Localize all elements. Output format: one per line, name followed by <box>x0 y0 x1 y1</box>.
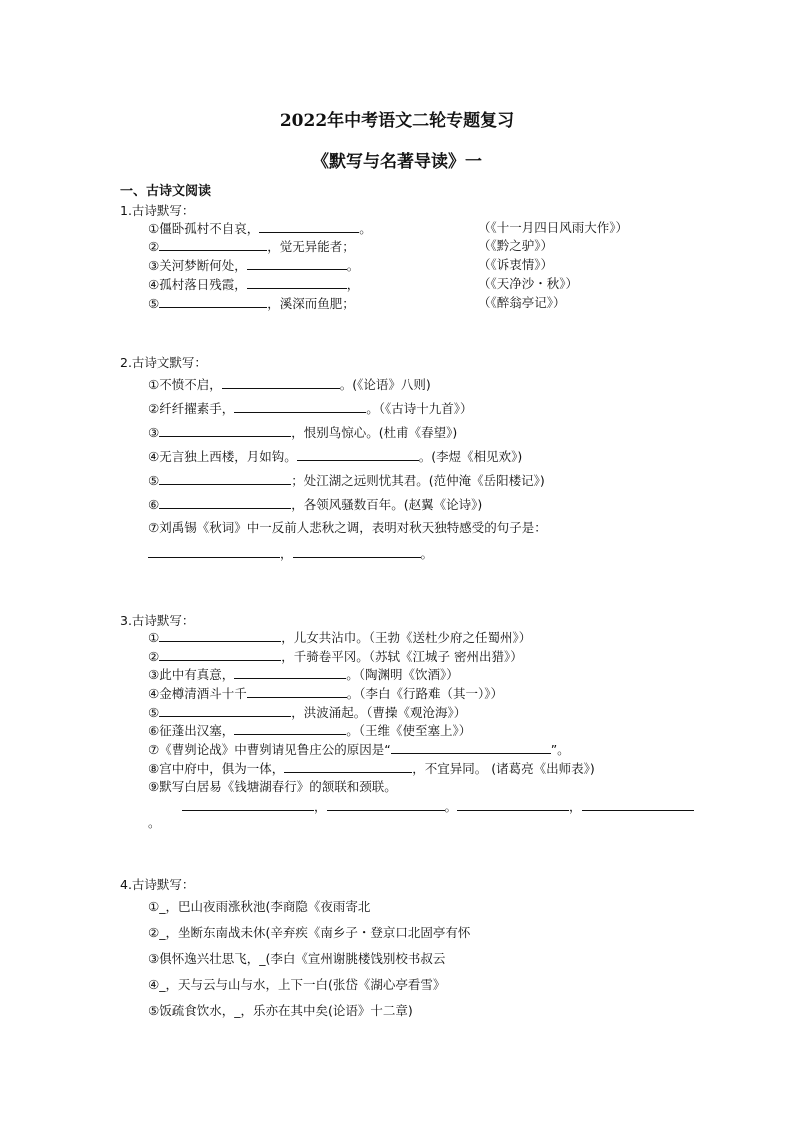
item-text: 。（陶渊明《饮酒》） <box>346 667 459 682</box>
item-text: ⑤ <box>148 473 160 488</box>
item-text: ， <box>314 799 327 814</box>
item-text: ，洪波涌起。（曹操《观沧海》） <box>291 705 467 720</box>
answer-blank[interactable] <box>182 798 314 811</box>
item-text: ，千骑卷平冈。（苏轼《江城子 密州出猎》） <box>281 649 523 664</box>
question-3-item-7 <box>148 741 570 758</box>
question-4-item-3: ③俱怀逸兴壮思飞，_(李白《宣州谢朓楼饯别校书叔云 <box>148 951 446 966</box>
question-2-item-5 <box>148 472 545 489</box>
answer-blank[interactable] <box>159 496 291 509</box>
question-1-source-4: （《天净沙・秋》） <box>478 276 579 291</box>
item-text: ，各领风骚数百年。(赵翼《论诗》) <box>291 497 483 512</box>
item-text: ， <box>280 546 293 561</box>
item-text: ③ <box>148 425 160 440</box>
question-3-item-1 <box>148 629 531 646</box>
item-text: ① <box>148 630 160 645</box>
answer-blank[interactable] <box>222 376 340 389</box>
item-text: ⑧宫中府中，俱为一体， <box>148 761 285 776</box>
item-text: 。（王维《使至塞上》） <box>346 723 472 738</box>
item-text: 。（《古诗十九首》） <box>366 401 473 416</box>
answer-blank[interactable] <box>159 472 291 485</box>
item-text: ， <box>346 277 360 292</box>
question-4-item-1: ①_，巴山夜雨涨秋池(李商隐《夜雨寄北 <box>148 899 371 914</box>
question-3-item-3 <box>148 666 459 683</box>
question-2-heading: 2.古诗文默写： <box>120 355 207 370</box>
item-text: ，觉无异能者； <box>267 239 355 254</box>
question-4-item-5: ⑤饭疏食饮水，_，乐亦在其中矣(论语》十二章) <box>148 1003 413 1018</box>
answer-blank[interactable] <box>234 400 366 413</box>
answer-blank[interactable] <box>234 666 346 679</box>
answer-blank[interactable] <box>159 295 267 308</box>
item-text: ；处江湖之远则忧其君。(范仲淹《岳阳楼记》) <box>291 473 545 488</box>
item-text: ①不愤不启， <box>148 377 222 392</box>
item-text: ⑦《曹刿论战》中曹刿请见鲁庄公的原因是“ <box>148 742 391 757</box>
question-3-item-9: ⑨默写白居易《钱塘湖春行》的颔联和颈联。 <box>148 779 397 794</box>
item-text: ② <box>148 239 160 254</box>
item-text: ③关河梦断何处， <box>148 258 247 273</box>
item-text: ④孤村落日残霞， <box>148 277 247 292</box>
item-text: ② <box>148 649 160 664</box>
answer-blank[interactable] <box>293 545 421 558</box>
question-2-item-4 <box>148 448 522 465</box>
answer-blank[interactable] <box>159 238 267 251</box>
answer-blank[interactable] <box>159 648 281 661</box>
question-1-item-4 <box>148 276 359 293</box>
question-3-item-9-answer <box>182 798 694 815</box>
question-4-item-2: ②_，坐断东南战未休(辛弃疾《南乡子・登京口北固亭有怀 <box>148 925 471 940</box>
question-2-item-7: ⑦刘禹锡《秋词》中一反前人悲秋之调，表明对秋天独特感受的句子是： <box>148 520 547 535</box>
answer-blank[interactable] <box>259 220 359 233</box>
item-text: 。(《论语》八则) <box>339 377 431 392</box>
answer-blank[interactable] <box>159 424 291 437</box>
question-2-item-3 <box>148 424 457 441</box>
item-text: 。（李白《行路难（其一）》） <box>346 686 503 701</box>
section-heading: 一、古诗文阅读 <box>120 184 212 199</box>
item-text: ②纤纤擢素手， <box>148 401 235 416</box>
answer-blank[interactable] <box>457 798 569 811</box>
question-3-heading: 3.古诗默写： <box>120 613 195 628</box>
answer-blank[interactable] <box>284 760 412 773</box>
question-1-item-3 <box>148 257 359 274</box>
answer-blank[interactable] <box>582 798 694 811</box>
page-title: 2022年中考语文二轮专题复习 <box>279 111 515 131</box>
question-1-item-1 <box>148 220 372 237</box>
item-text: ，儿女共沾巾。（王勃《送杜少府之任蜀州》） <box>281 630 532 645</box>
answer-blank[interactable] <box>159 629 281 642</box>
item-text: ，恨别鸟惊心。(杜甫《春望》) <box>291 425 458 440</box>
question-1-source-3: （《诉衷情》） <box>478 257 554 272</box>
item-text: ⑥征蓬出汉塞， <box>148 723 235 738</box>
question-1-item-2 <box>148 238 355 255</box>
answer-blank[interactable] <box>159 704 291 717</box>
question-2-item-1 <box>148 376 431 393</box>
question-1-item-5 <box>148 295 355 312</box>
question-3-item-9-end: 。 <box>148 815 161 830</box>
item-text: ④无言独上西楼，月如钩。 <box>148 449 297 464</box>
item-text: ， <box>569 799 582 814</box>
question-2-item-2 <box>148 400 472 417</box>
item-text: ”。 <box>550 742 570 757</box>
question-2-item-7-answer <box>148 545 433 562</box>
question-1-source-2: （《黔之驴》） <box>478 238 554 253</box>
question-1-source-1: （《十一月四日风雨大作》） <box>478 220 629 235</box>
item-text: 。 <box>359 221 372 236</box>
question-2-item-6 <box>148 496 482 513</box>
item-text: 。 <box>444 799 458 814</box>
answer-blank[interactable] <box>234 722 346 735</box>
answer-blank[interactable] <box>247 257 347 270</box>
item-text: 。 <box>346 258 360 273</box>
item-text: ④金樽清酒斗十千 <box>148 686 247 701</box>
answer-blank[interactable] <box>148 545 280 558</box>
answer-blank[interactable] <box>247 685 347 698</box>
item-text: ⑥ <box>148 497 160 512</box>
answer-blank[interactable] <box>391 741 551 754</box>
question-3-item-4 <box>148 685 503 702</box>
answer-blank[interactable] <box>327 798 445 811</box>
question-3-item-8 <box>148 760 595 777</box>
question-3-item-5 <box>148 704 466 721</box>
item-text: ③此中有真意， <box>148 667 235 682</box>
item-text: ，溪深而鱼肥； <box>267 296 355 311</box>
item-text: 。(李煜《相见欢》) <box>418 449 523 464</box>
item-text: ⑤ <box>148 705 160 720</box>
question-3-item-2 <box>148 648 523 665</box>
item-text: 。 <box>420 546 434 561</box>
answer-blank[interactable] <box>297 448 419 461</box>
question-1-source-5: （《醉翁亭记》） <box>478 295 566 310</box>
page-subtitle: 《默写与名著导读》一 <box>312 152 482 172</box>
answer-blank[interactable] <box>247 276 347 289</box>
question-4-heading: 4.古诗默写： <box>120 877 195 892</box>
question-4-item-4: ④_，天与云与山与水，上下一白(张岱《湖心亭看雪》 <box>148 977 446 992</box>
question-1-heading: 1.古诗默写： <box>120 203 195 218</box>
item-text: ⑤ <box>148 296 160 311</box>
item-text: ①僵卧孤村不自哀， <box>148 221 260 236</box>
question-3-item-6 <box>148 722 471 739</box>
item-text: ，不宜异同。 (诸葛亮《出师表》) <box>412 761 595 776</box>
